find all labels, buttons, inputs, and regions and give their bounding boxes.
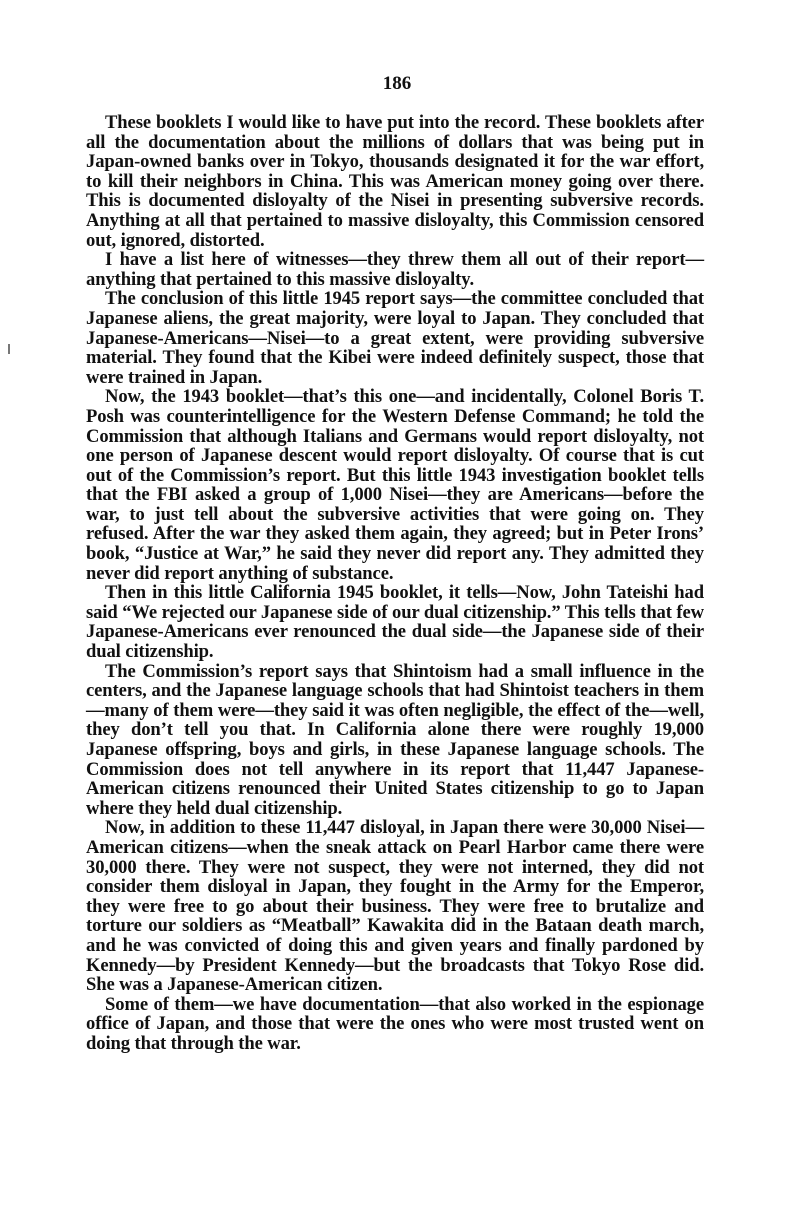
paragraph: Some of them—we have documentation—that also worked in the espionage office of Japan, and those that were the ones who were most trusted went on doing that through the war. <box>86 993 704 1054</box>
page-number: 186 <box>382 73 412 94</box>
paragraph: The Commission’s report says that Shintoism had a small influence in the centers, and the Japanese language schools that had Shintoist teachers in them—many of them were—they said it was often negligible, the effect of the—well, they don’t tell you that. In California alone there were roughly 19,000 Japanese offspring, boys and girls, in these Japanese language schools. The Commission does not tell anywhere in its report that 11,447 Japanese-American citizens renounced their United States citizenship to go to Japan where they held dual citizenship. <box>86 660 704 819</box>
paragraph: Now, in addition to these 11,447 disloyal, in Japan there were 30,000 Nisei—American citizens—when the sneak attack on Pearl Harbor came there were 30,000 there. They were not suspect, they were not interned, they did not consider them disloyal in Japan, they fought in the Army for the Emperor, they were free to go about their business. They were free to brutalize and torture our soldiers as “Meatball” Kawakita did in the Bataan death march, and he was convicted of doing this and given years and finally pardoned by Kennedy—by President Kennedy—but the broadcasts that Tokyo Rose did. She was a Japanese-American citizen. <box>86 817 704 996</box>
body-text <box>86 113 704 1054</box>
paragraph: Now, the 1943 booklet—that’s this one—and incidentally, Colonel Boris T. Posh was counterintelligence for the Western Defense Command; he told the Commission that although Italians and Germans would report disloyalty, not one person of Japanese descent would report disloyalty. Of course that is cut out of the Commission’s report. But this little 1943 investigation booklet tells that the FBI asked a group of 1,000 Nisei—they are Americans—before the war, to just tell about the subversive activities that were going on. They refused. After the war they asked them again, they agreed; but in Peter Irons’ book, “Justice at War,” he said they never did report any. They admitted they never did report anything of substance. <box>86 386 704 584</box>
paragraph: The conclusion of this little 1945 report says—the committee concluded that Japanese aliens, the great majority, were loyal to Japan. They concluded that Japanese-Americans—Nisei—to a great extent, were providing subversive material. They found that the Kibei were indeed definitely suspect, those that were trained in Japan. <box>86 288 704 388</box>
paragraph: I have a list here of witnesses—they threw them all out of their report—anything that pertained to this massive disloyalty. <box>86 249 704 290</box>
paragraph: These booklets I would like to have put into the record. These booklets after all the documentation about the millions of dollars that was being put in Japan-owned banks over in Tokyo, thousands designated it for the war effort, to kill their neighbors in China. This was American money going over there. This is documented disloyalty of the Nisei in presenting subversive records. Anything at all that pertained to massive disloyalty, this Commission censored out, ignored, distorted. <box>86 112 704 251</box>
paragraph: Then in this little California 1945 booklet, it tells—Now, John Tateishi had said “We rejected our Japanese side of our dual citizenship.” This tells that few Japanese-Americans ever renounced the dual side—the Japanese side of their dual citizenship. <box>86 582 704 663</box>
document-page <box>86 72 704 1054</box>
margin-mark <box>8 344 10 354</box>
